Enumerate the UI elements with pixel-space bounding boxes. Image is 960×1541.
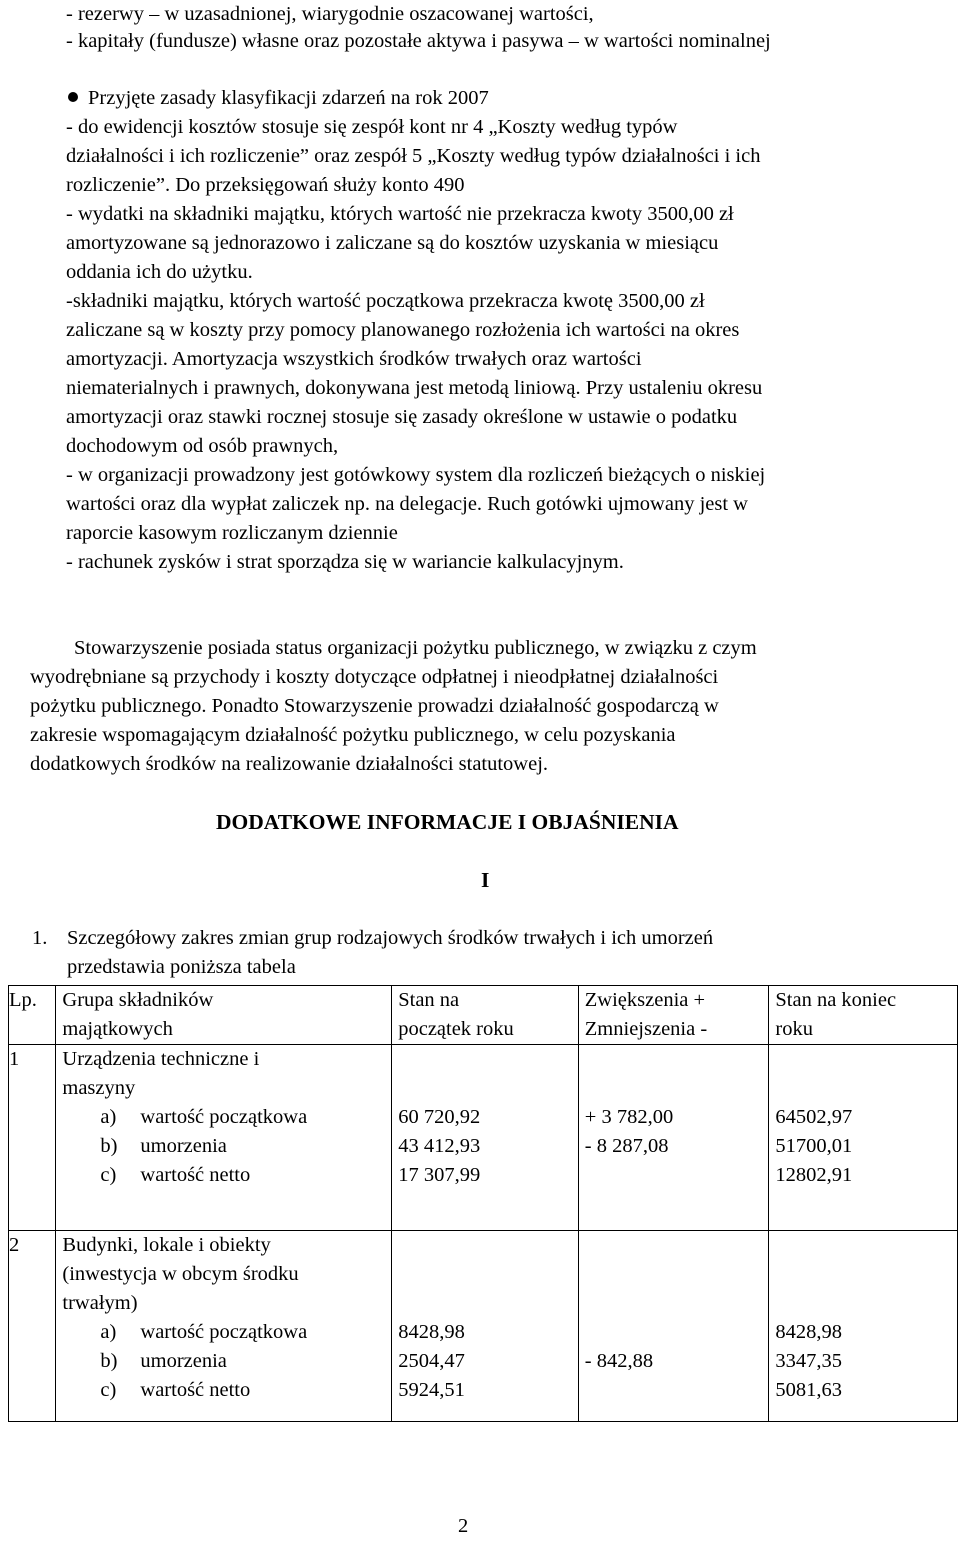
page-number: 2 xyxy=(458,1515,469,1537)
policy-line: wartości oraz dla wypłat zaliczek np. na delegacje. Ruch gotówki ujmowany jest w xyxy=(66,493,748,515)
fixed-assets-table xyxy=(8,985,958,1422)
header-start-balance: Stan na początek roku xyxy=(392,986,579,1045)
row-lp: 2 xyxy=(9,1231,56,1422)
row-change-values: + 3 782,00 - 8 287,08 xyxy=(578,1045,769,1231)
item-number: 1. xyxy=(32,927,48,949)
policy-line: rozliczenie”. Do przeksięgowań służy konto 490 xyxy=(66,174,465,196)
policy-line: niematerialnych i prawnych, dokonywana jest metodą liniową. Przy ustaleniu okresu xyxy=(66,377,763,399)
status-line: wyodrębniane są przychody i koszty dotyczące odpłatnej i nieodpłatnej działalności xyxy=(30,666,719,688)
table-row xyxy=(9,1045,958,1231)
policy-line: amortyzacji. Amortyzacja wszystkich środków trwałych oraz wartości xyxy=(66,348,642,370)
item-text-line-1: Szczegółowy zakres zmian grup rodzajowych środków trwałych i ich umorzeń xyxy=(67,927,714,949)
row-end-values: 64502,97 51700,01 12802,91 xyxy=(769,1045,958,1231)
row-asset-group: Budynki, lokale i obiekty (inwestycja w obcym środku trwałym) a) wartość początkowa b) umorzenia c) wartość netto xyxy=(56,1231,392,1422)
policy-line: amortyzacji oraz stawki rocznej stosuje się zasady określone w ustawie o podatku xyxy=(66,406,738,428)
intro-line-1: - rezerwy – w uzasadnionej, wiarygodnie oszacowanej wartości, xyxy=(66,3,594,25)
status-line: Stowarzyszenie posiada status organizacji pożytku publicznego, w związku z czym xyxy=(74,637,757,659)
row-lp: 1 xyxy=(9,1045,56,1231)
row-start-values: 8428,98 2504,47 5924,51 xyxy=(392,1231,579,1422)
row-change-values: - 842,88 xyxy=(578,1231,769,1422)
bullet-heading xyxy=(68,84,489,113)
table-header-row xyxy=(9,986,958,1045)
bullet-heading-text: Przyjęte zasady klasyfikacji zdarzeń na rok 2007 xyxy=(88,87,489,109)
policy-line: działalności i ich rozliczenie” oraz zespół 5 „Koszty według typów działalności i ich xyxy=(66,145,761,167)
row-start-values: 60 720,92 43 412,93 17 307,99 xyxy=(392,1045,579,1231)
bullet-icon xyxy=(68,92,78,102)
policy-line: zaliczane są w koszty przy pomocy planowanego rozłożenia ich wartości na okres xyxy=(66,319,740,341)
policy-line: - wydatki na składniki majątku, których wartość nie przekracza kwoty 3500,00 zł xyxy=(66,203,734,225)
header-changes: Zwiększenia + Zmniejszenia - xyxy=(578,986,769,1045)
section-heading: DODATKOWE INFORMACJE I OBJAŚNIENIA xyxy=(216,810,679,834)
header-group: Grupa składników majątkowych xyxy=(56,986,392,1045)
header-lp: Lp. xyxy=(9,986,56,1045)
policy-line: oddania ich do użytku. xyxy=(66,261,253,283)
status-line: pożytku publicznego. Ponadto Stowarzyszenie prowadzi działalność gospodarczą w xyxy=(30,695,719,717)
policy-line: amortyzowane są jednorazowo i zaliczane są do kosztów uzyskania w miesiącu xyxy=(66,232,719,254)
header-end-balance: Stan na koniec roku xyxy=(769,986,958,1045)
policy-line: raporcie kasowym rozliczanym dziennie xyxy=(66,522,398,544)
row-end-values: 8428,98 3347,35 5081,63 xyxy=(769,1231,958,1422)
item-text-line-2: przedstawia poniższa tabela xyxy=(67,956,296,978)
section-roman-numeral: I xyxy=(481,868,490,892)
policy-line: -składniki majątku, których wartość początkowa przekracza kwotę 3500,00 zł xyxy=(66,290,705,312)
status-line: dodatkowych środków na realizowanie działalności statutowej. xyxy=(30,753,549,775)
policy-line: - w organizacji prowadzony jest gotówkowy system dla rozliczeń bieżących o niskiej xyxy=(66,464,766,486)
policy-line: - rachunek zysków i strat sporządza się w wariancie kalkulacyjnym. xyxy=(66,551,624,573)
table-row xyxy=(9,1231,958,1422)
row-asset-group: Urządzenia techniczne i maszyny a) wartość początkowa b) umorzenia c) wartość netto xyxy=(56,1045,392,1231)
intro-line-2: - kapitały (fundusze) własne oraz pozostałe aktywa i pasywa – w wartości nominalnej xyxy=(66,30,771,52)
policy-line: - do ewidencji kosztów stosuje się zespół kont nr 4 „Koszty według typów xyxy=(66,116,678,138)
status-line: zakresie wspomagającym działalność pożytku publicznego, w celu pozyskania xyxy=(30,724,676,746)
policy-line: dochodowym od osób prawnych, xyxy=(66,435,339,457)
